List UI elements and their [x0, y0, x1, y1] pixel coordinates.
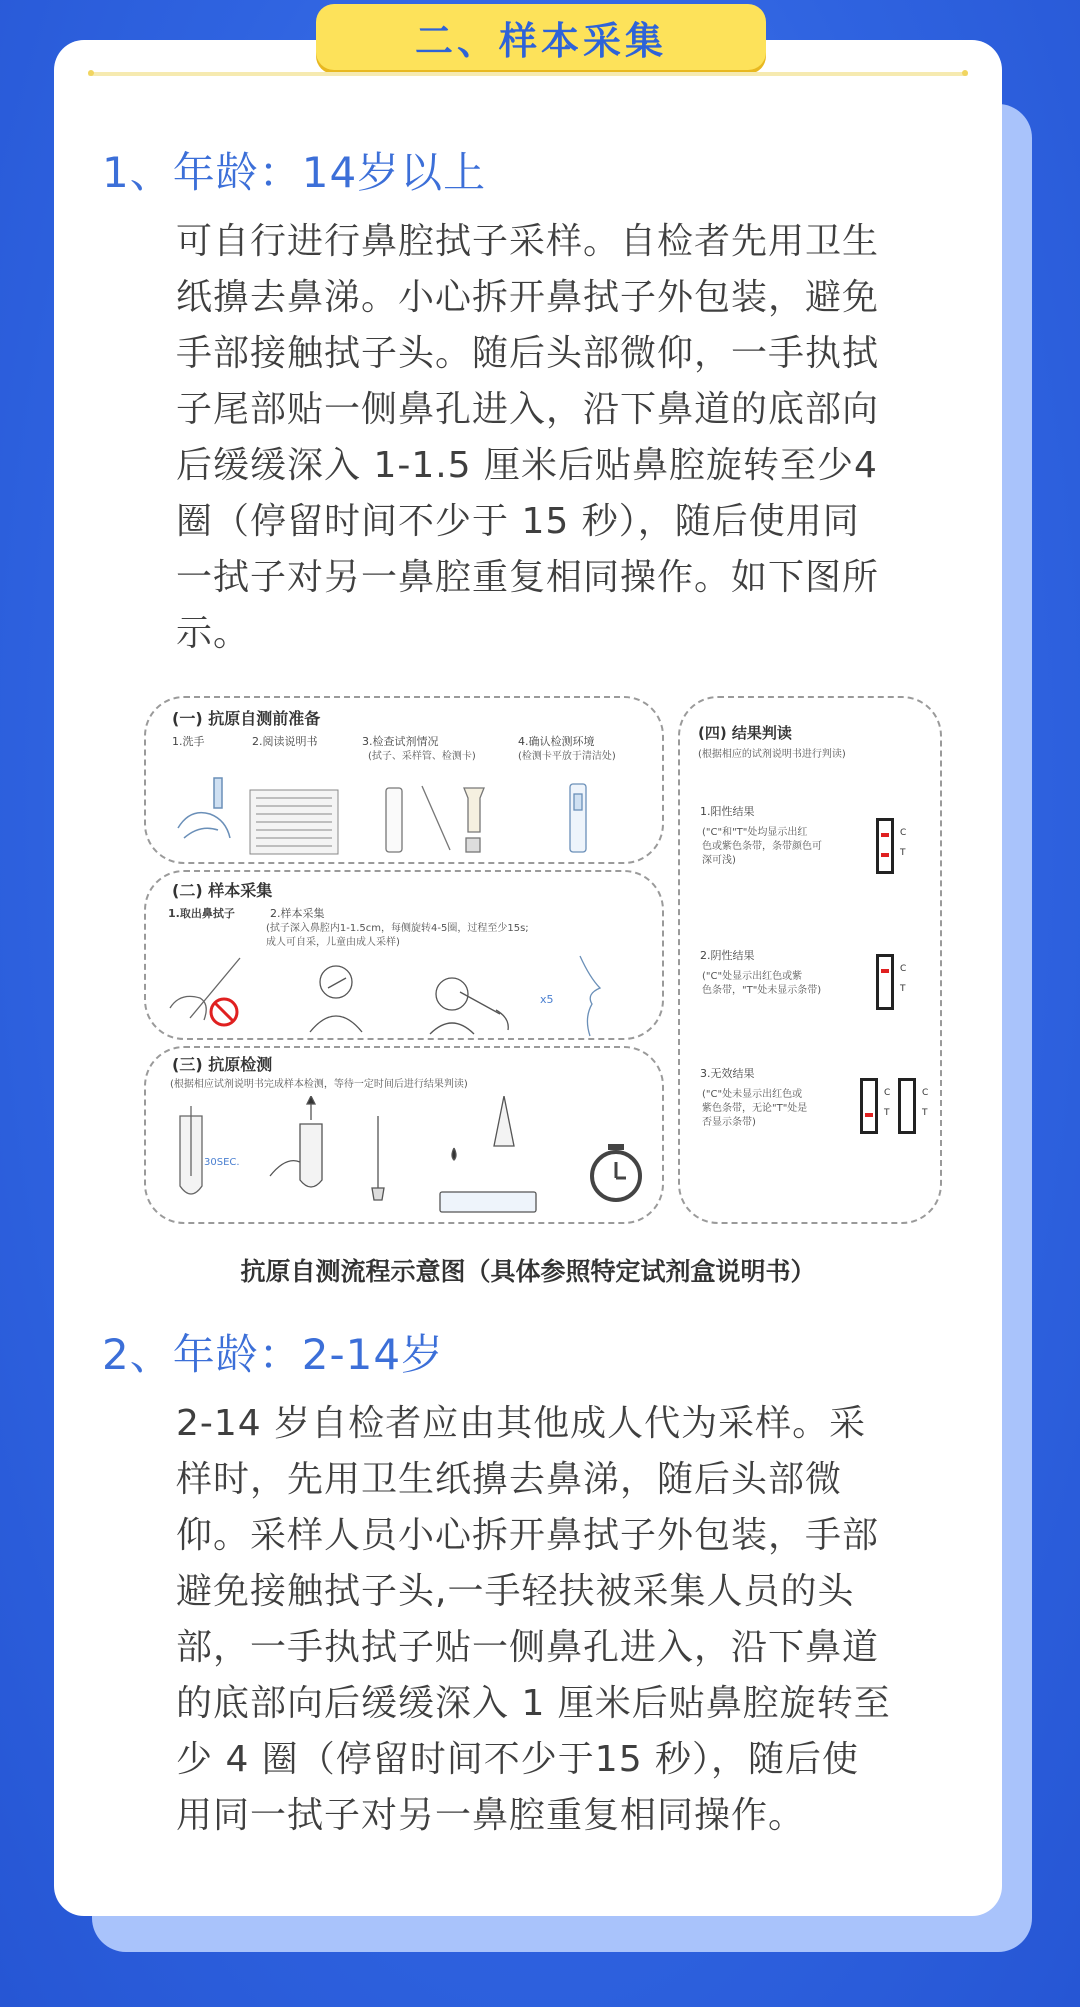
swab-hand-icon: [170, 958, 240, 1020]
positive-desc-line: ("C"和"T"处均显示出红: [702, 827, 808, 838]
invalid-desc: [702, 1088, 807, 1130]
result-title: (四) 结果判读: [698, 724, 792, 742]
no-touch-icon: [211, 999, 237, 1025]
section2-line: 2-14 岁自检者应由其他成人代为采样。采: [176, 1403, 867, 1444]
squeeze-tube-icon: [270, 1096, 322, 1187]
antigen-test-figure: [140, 692, 946, 1228]
child-sampling-icon: [430, 978, 508, 1034]
section2-line: 少 4 圈（停留时间不少于15 秒），随后使: [176, 1739, 860, 1780]
section1-line: 可自行进行鼻腔拭子采样。自检者先用卫生: [176, 221, 880, 262]
t-label: T: [922, 1108, 928, 1118]
positive-strip: [876, 818, 894, 874]
invalid-strip-1: [860, 1078, 878, 1134]
prep-step-3-note: (拭子、采样管、检测卡): [368, 751, 476, 762]
negative-desc-line: ("C"处显示出红色或紫: [702, 971, 803, 982]
tube-icon: [180, 1106, 202, 1194]
invalid-title: 3.无效结果: [700, 1067, 755, 1080]
section2-line: 的底部向后缓缓深入 1 厘米后贴鼻腔旋转至: [176, 1683, 891, 1724]
collect-step-1: 1.取出鼻拭子: [168, 907, 235, 920]
section2-body: [176, 1396, 950, 1844]
section2-heading: 2、年龄：2-14岁: [102, 1330, 445, 1379]
figure-caption: 抗原自测流程示意图（具体参照特定试剂盒说明书）: [240, 1257, 816, 1286]
c-band: [881, 969, 889, 973]
t-label: T: [884, 1108, 890, 1118]
collect-illustrations: [160, 948, 660, 1038]
section2-line: 仰。采样人员小心拆开鼻拭子外包装，手部: [176, 1515, 880, 1556]
section1-body: [176, 214, 950, 662]
repeat-count-label: x5: [540, 993, 554, 1006]
wait-seconds-label: 30SEC.: [204, 1157, 240, 1168]
negative-title: 2.阴性结果: [700, 949, 755, 962]
timer-icon: [592, 1144, 640, 1200]
section1-line: 子尾部贴一侧鼻孔进入，沿下鼻道的底部向: [176, 389, 880, 430]
section2-line: 样时，先用卫生纸擤去鼻涕，随后头部微: [176, 1459, 843, 1500]
hand-wash-icon: [178, 778, 230, 838]
invalid-desc-line: 否显示条带): [702, 1117, 756, 1128]
section1-line: 一拭子对另一鼻腔重复相同操作。如下图所: [176, 557, 880, 598]
collect-step-2: 2.样本采集: [270, 907, 325, 920]
prep-step-3: 3.检查试剂情况: [362, 735, 439, 748]
section2-line: 部，一手执拭子贴一侧鼻孔进入，沿下鼻道: [176, 1627, 880, 1668]
prep-step-4: 4.确认检测环境: [518, 735, 595, 748]
c-label: C: [900, 828, 907, 838]
prep-step-4-note: (检测卡平放于清洁处): [518, 751, 616, 762]
section1-heading: 1、年龄：14岁以上: [102, 148, 487, 197]
section1-line: 手部接触拭子头。随后头部微仰，一手执拭: [176, 333, 880, 374]
negative-desc-line: 色条带，"T"处未显示条带): [702, 985, 822, 996]
collect-title: (二) 样本采集: [172, 881, 273, 900]
section1-line: 纸擤去鼻涕。小心拆开鼻拭子外包装，避免: [176, 277, 880, 318]
positive-title: 1.阳性结果: [700, 805, 755, 818]
t-band: [881, 853, 889, 857]
section1-line: 圈（停留时间不少于 15 秒），随后使用同: [176, 501, 860, 542]
negative-strip: [876, 954, 894, 1010]
test-kit-icon: [386, 786, 484, 852]
positive-desc-line: 深可浅): [702, 855, 736, 866]
t-label: T: [900, 984, 906, 994]
clean-surface-icon: [570, 784, 586, 852]
prep-step-1: 1.洗手: [172, 735, 205, 748]
section2-line: 用同一拭子对另一鼻腔重复相同操作。: [176, 1795, 806, 1836]
invalid-desc-line: 紫色条带，无论"T"处是: [702, 1103, 808, 1114]
prep-illustrations: [160, 768, 660, 860]
cap-icon: [372, 1116, 384, 1200]
negative-desc: [702, 970, 821, 998]
c-band: [881, 833, 889, 837]
nose-profile-icon: [580, 956, 600, 1036]
c-label: C: [922, 1088, 929, 1098]
section1-line: 后缓缓深入 1-1.5 厘米后贴鼻腔旋转至少4: [176, 445, 878, 486]
section-title: 二、样本采集: [316, 4, 766, 70]
collect-note-1: (拭子深入鼻腔内1-1.5cm，每侧旋转4-5圈，过程至少15s;: [266, 923, 529, 934]
c-label: C: [900, 964, 907, 974]
prep-step-2: 2.阅读说明书: [252, 735, 318, 748]
c-label: C: [884, 1088, 891, 1098]
section1-line: 示。: [176, 613, 251, 654]
adult-sampling-icon: [310, 966, 362, 1032]
positive-desc-line: 色或紫色条带，条带颜色可: [702, 841, 822, 852]
drop-onto-card-icon: [440, 1096, 536, 1212]
manual-icon: [250, 790, 338, 854]
detect-note: (根据相应试剂说明书完成样本检测，等待一定时间后进行结果判读): [170, 1079, 468, 1090]
result-note: (根据相应的试剂说明书进行判读): [698, 749, 846, 760]
t-label: T: [900, 848, 906, 858]
prep-title: (一) 抗原自测前准备: [172, 709, 321, 728]
detect-title: (三) 抗原检测: [172, 1055, 273, 1074]
invalid-strip-2: [898, 1078, 916, 1134]
collect-note-2: 成人可自采，儿童由成人采样): [266, 937, 400, 948]
positive-desc: [702, 826, 822, 868]
invalid-desc-line: ("C"处未显示出红色或: [702, 1089, 803, 1100]
section2-line: 避免接触拭子头,一手轻扶被采集人员的头: [176, 1571, 855, 1612]
title-divider: [88, 72, 968, 76]
t-band: [865, 1113, 873, 1117]
